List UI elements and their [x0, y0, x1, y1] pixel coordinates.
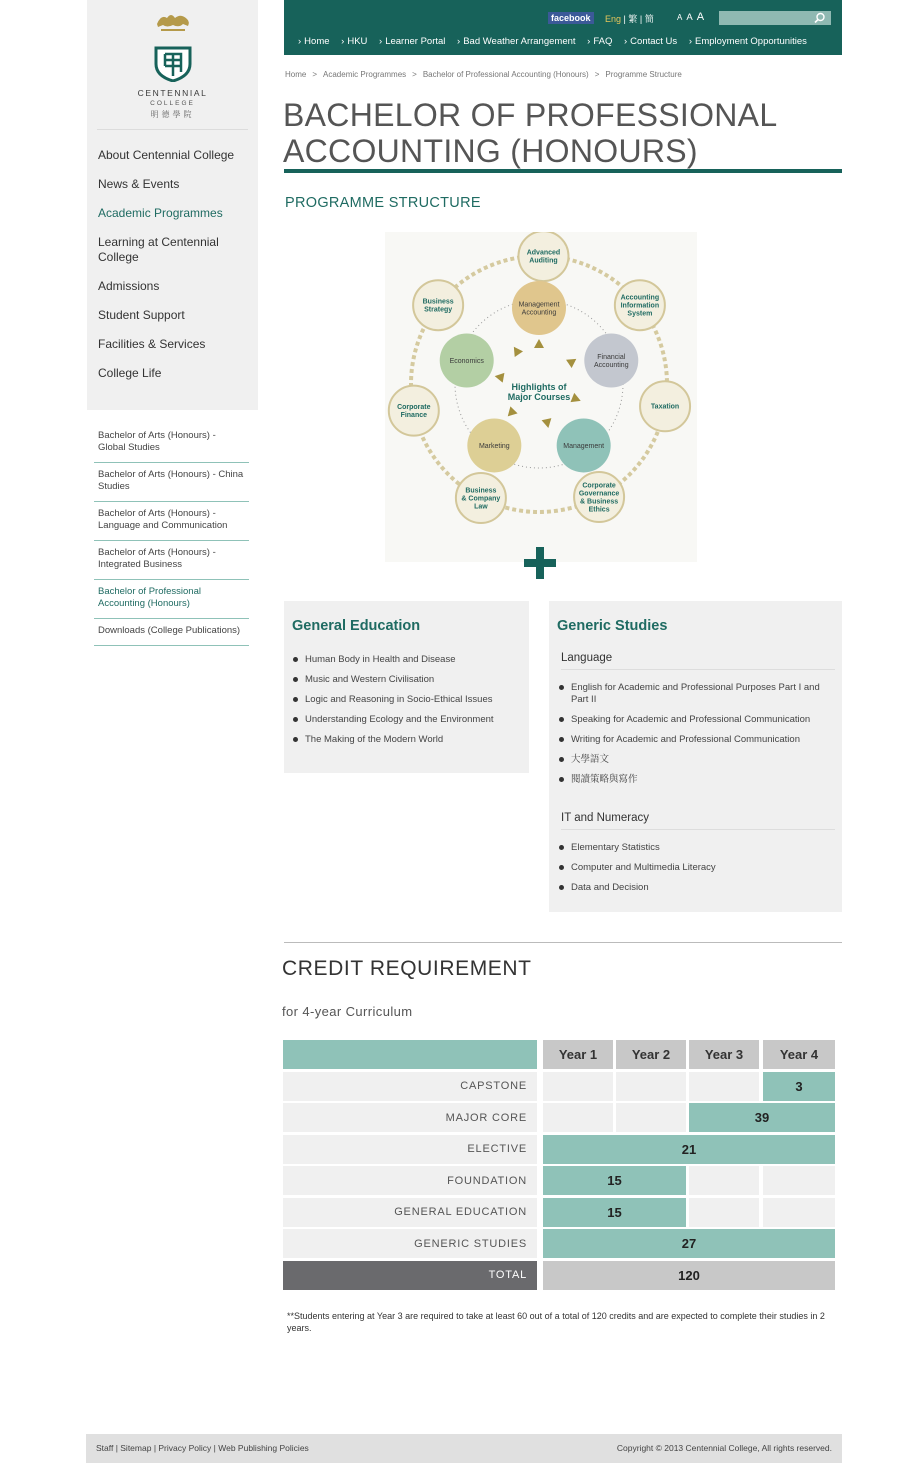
list-item: 大學語文: [558, 754, 836, 766]
breadcrumb-current: Programme Structure: [605, 70, 682, 79]
plus-icon: [523, 546, 557, 580]
language-subheading: Language: [561, 652, 835, 670]
course-label: Marketing: [478, 442, 510, 450]
list-item: English for Academic and Professional Purposes Part I and Part II: [558, 682, 836, 706]
nav-item-facilities[interactable]: Facilities & Services: [98, 337, 206, 351]
link-employment[interactable]: › Employment Opportunities: [689, 36, 807, 47]
list-item: Human Body in Health and Disease: [292, 654, 524, 666]
list-item: 閱讀策略與寫作: [558, 774, 836, 786]
course-label: Financial Accounting: [593, 353, 629, 369]
list-item: Speaking for Academic and Professional Communication: [558, 714, 836, 726]
list-item: Computer and Multimedia Literacy: [558, 862, 836, 874]
year-header: Year 3: [689, 1040, 759, 1069]
lang-eng[interactable]: Eng: [605, 14, 622, 24]
credit-row-label: FOUNDATION: [283, 1166, 537, 1195]
course-label: Business & Company Law: [461, 487, 501, 511]
search-icon[interactable]: [814, 12, 826, 24]
nav-item-student-support[interactable]: Student Support: [98, 308, 185, 322]
section-title: PROGRAMME STRUCTURE: [285, 195, 481, 211]
college-logo[interactable]: [87, 10, 258, 120]
generic-studies-title: Generic Studies: [557, 618, 668, 634]
footer-link-sitemap[interactable]: Sitemap: [120, 1443, 152, 1453]
lang-traditional[interactable]: 繁: [628, 14, 638, 24]
programme-subnav: [94, 428, 249, 650]
credit-row-label: MAJOR CORE: [283, 1103, 537, 1132]
empty-cell: [689, 1166, 759, 1195]
footer-link-web-publishing[interactable]: Web Publishing Policies: [218, 1443, 309, 1453]
brand-chinese: 明德學院: [150, 110, 195, 119]
brand-sub: COLLEGE: [150, 100, 195, 107]
main-nav: [98, 148, 253, 395]
credit-footnote: **Students entering at Year 3 are required to take at least 60 out of a total of 120 credits and are expected to complete their studies in 2 years.: [287, 1311, 825, 1333]
footer-link-privacy[interactable]: Privacy Policy: [158, 1443, 212, 1453]
nav-item-news[interactable]: News & Events: [98, 177, 180, 191]
footer-link-staff[interactable]: Staff: [96, 1443, 114, 1453]
subnav-item-global-studies[interactable]: Bachelor of Arts (Honours) - Global Studies: [94, 428, 249, 463]
credit-value: 3: [763, 1072, 835, 1101]
nav-item-admissions[interactable]: Admissions: [98, 279, 160, 293]
list-item: Writing for Academic and Professional Communication: [558, 734, 836, 746]
subnav-item-downloads[interactable]: Downloads (College Publications): [94, 623, 249, 646]
font-size-small[interactable]: A: [677, 13, 683, 22]
year-header: Year 4: [763, 1040, 835, 1069]
divider: [284, 942, 842, 943]
credit-value: 15: [543, 1166, 686, 1195]
brand-name: CENTENNIAL: [137, 88, 208, 98]
course-label: Business Strategy: [422, 298, 454, 314]
footer-links: Staff | Sitemap | Privacy Policy | Web Publishing Policies: [96, 1443, 309, 1453]
credit-value: 21: [543, 1135, 835, 1164]
total-label: TOTAL: [283, 1261, 537, 1290]
credit-value: 27: [543, 1229, 835, 1258]
list-item: The Making of the Modern World: [292, 734, 524, 746]
copyright: Copyright © 2013 Centennial College, All rights reserved.: [616, 1443, 832, 1453]
lion-crest-icon: [153, 10, 193, 44]
nav-item-about[interactable]: About Centennial College: [98, 148, 235, 162]
empty-cell: [543, 1072, 613, 1101]
empty-cell: [543, 1103, 613, 1132]
sidebar: [87, 0, 258, 410]
breadcrumb-programme[interactable]: Bachelor of Professional Accounting (Honours): [422, 70, 589, 79]
it-numeracy-subheading: IT and Numeracy: [561, 812, 835, 830]
link-faq[interactable]: › FAQ: [587, 36, 612, 47]
list-item: Understanding Ecology and the Environment: [292, 714, 524, 726]
major-courses-diagram: [385, 232, 697, 562]
empty-cell: [763, 1198, 835, 1227]
empty-cell: [616, 1072, 686, 1101]
list-item: Logic and Reasoning in Socio-Ethical Issues: [292, 694, 524, 706]
link-home[interactable]: › Home: [298, 36, 330, 47]
course-label: Economics: [449, 357, 484, 365]
course-label: Management Accounting: [518, 301, 560, 317]
facebook-button[interactable]: facebook: [548, 12, 594, 24]
page-title: BACHELOR OF PROFESSIONAL ACCOUNTING (HONOURS): [283, 97, 777, 169]
subnav-item-china-studies[interactable]: Bachelor of Arts (Honours) - China Studies: [94, 467, 249, 502]
credit-title: CREDIT REQUIREMENT: [282, 957, 532, 980]
credit-header-blank: [283, 1040, 537, 1069]
empty-cell: [763, 1166, 835, 1195]
general-education-box: [284, 601, 529, 773]
list-item: Data and Decision: [558, 882, 836, 894]
empty-cell: [689, 1072, 759, 1101]
credit-row-label: GENERIC STUDIES: [283, 1229, 537, 1258]
link-bad-weather[interactable]: › Bad Weather Arrangement: [457, 36, 575, 47]
top-links: [298, 36, 816, 47]
credit-row-label: GENERAL EDUCATION: [283, 1198, 537, 1227]
list-item: Music and Western Civilisation: [292, 674, 524, 686]
footer: [86, 1434, 842, 1463]
font-size-large[interactable]: A: [696, 11, 705, 23]
divider: [97, 129, 248, 130]
course-label: Advanced Auditing: [526, 249, 561, 265]
credit-value: 39: [689, 1103, 835, 1132]
credit-subtitle: for 4-year Curriculum: [282, 1004, 413, 1019]
course-label: Accounting Information System: [620, 294, 660, 318]
font-size-medium[interactable]: A: [686, 12, 693, 23]
link-hku[interactable]: › HKU: [341, 36, 367, 47]
language-list: [558, 682, 836, 794]
subnav-item-language-communication[interactable]: Bachelor of Arts (Honours) - Language and Communication: [94, 506, 249, 541]
course-label: Corporate Finance: [397, 404, 431, 420]
breadcrumb-home[interactable]: Home: [285, 70, 307, 79]
top-bar: [284, 0, 842, 55]
year-header: Year 2: [616, 1040, 686, 1069]
course-label: Corporate Governance & Business Ethics: [578, 482, 620, 514]
lang-simplified[interactable]: 簡: [644, 14, 654, 24]
font-size-controls: [677, 11, 708, 23]
year-header: Year 1: [543, 1040, 613, 1069]
credit-value: 15: [543, 1198, 686, 1227]
course-label: Taxation: [650, 403, 680, 411]
subnav-item-professional-accounting[interactable]: Bachelor of Professional Accounting (Honours): [94, 584, 249, 619]
generic-studies-box: [549, 601, 842, 912]
total-value: 120: [543, 1261, 835, 1290]
credit-row-label: CAPSTONE: [283, 1072, 537, 1101]
shield-icon: [153, 46, 193, 82]
diagram-center-label: Highlights of Major Courses: [507, 382, 571, 403]
nav-item-learning[interactable]: Learning at Centennial College: [98, 235, 219, 264]
nav-item-college-life[interactable]: College Life: [98, 366, 162, 380]
general-education-title: General Education: [292, 618, 421, 634]
credit-row-label: ELECTIVE: [283, 1135, 537, 1164]
general-education-list: [292, 654, 524, 754]
breadcrumb-academic[interactable]: Academic Programmes: [323, 70, 407, 79]
link-learner-portal[interactable]: › Learner Portal: [379, 36, 445, 47]
course-label: Management: [563, 442, 605, 450]
link-contact-us[interactable]: › Contact Us: [624, 36, 677, 47]
list-item: Elementary Statistics: [558, 842, 836, 854]
empty-cell: [616, 1103, 686, 1132]
breadcrumb: Home > Academic Programmes > Bachelor of Professional Accounting (Honours) > Programme Structure: [285, 70, 682, 79]
empty-cell: [689, 1198, 759, 1227]
language-switcher: Eng | 繁 | 簡: [605, 14, 654, 24]
nav-item-academic-programmes[interactable]: Academic Programmes: [98, 206, 223, 220]
it-numeracy-list: [558, 842, 836, 902]
subnav-item-integrated-business[interactable]: Bachelor of Arts (Honours) - Integrated Business: [94, 545, 249, 580]
title-underline: [284, 169, 842, 173]
